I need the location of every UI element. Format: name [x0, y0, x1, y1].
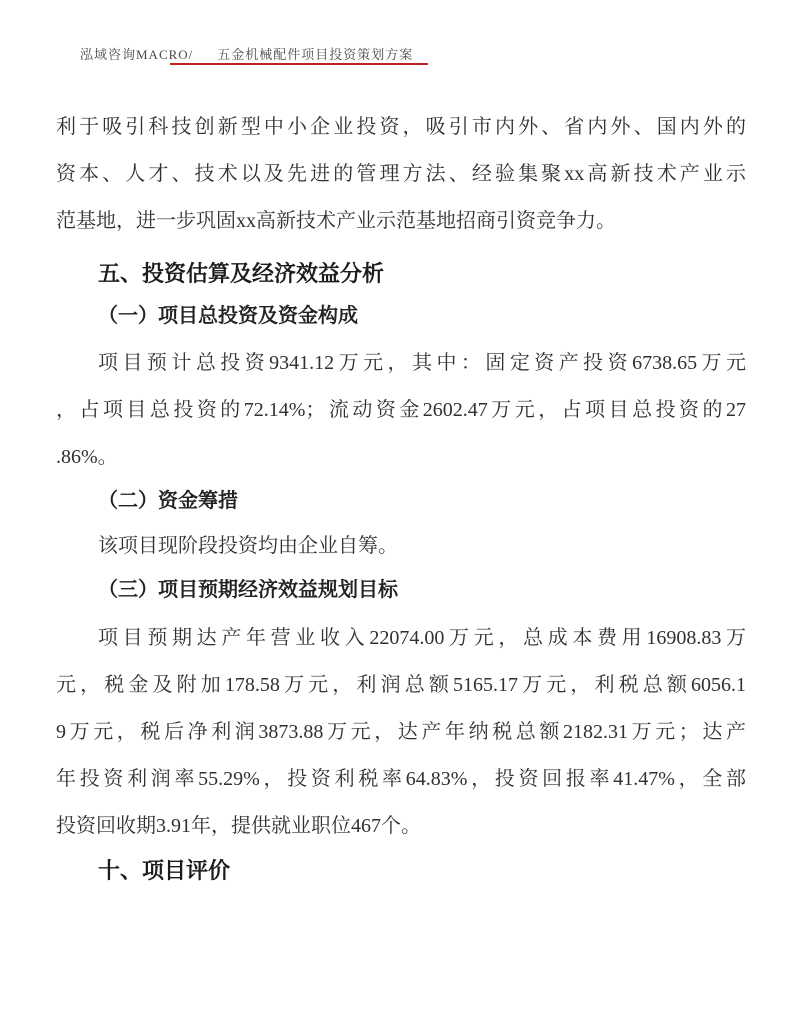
heading-section-5: 五、投资估算及经济效益分析: [98, 261, 385, 286]
brand-text: 泓域咨询MACRO/: [80, 47, 194, 62]
paragraph-intro: [56, 104, 746, 245]
heading-sub-3: （三）项目预期经济效益规划目标: [98, 579, 398, 601]
text-line: 年投资利润率55.29%，投资利税率64.83%，投资回报率41.47%，全部: [56, 768, 746, 790]
text-line: ，占项目总投资的72.14%；流动资金2602.47万元，占项目总投资的27: [56, 399, 746, 421]
text-line: 投资回收期3.91年，提供就业职位467个。: [56, 815, 421, 837]
text-line: 项目预计总投资9341.12万元，其中：固定资产投资6738.65万元: [98, 352, 746, 374]
page-header: [80, 44, 413, 63]
header-underline: [170, 63, 428, 65]
document-body: [56, 104, 746, 886]
text-line: 9万元，税后净利润3873.88万元，达产年纳税总额2182.31万元；达产: [56, 721, 746, 743]
text-line: 该项目现阶段投资均由企业自筹。: [98, 535, 398, 557]
text-line: .86%。: [56, 446, 118, 468]
header-doc-title: 五金机械配件项目投资策划方案: [217, 47, 414, 62]
text-line: 资本、人才、技术以及先进的管理方法、经验集聚xx高新技术产业示: [56, 163, 746, 185]
paragraph-total-investment: [56, 340, 746, 481]
paragraph-economic-benefit: [56, 615, 746, 850]
heading-sub-1: （一）项目总投资及资金构成: [98, 305, 358, 327]
text-line: 项目预期达产年营业收入22074.00万元，总成本费用16908.83万: [98, 627, 746, 649]
text-line: 元，税金及附加178.58万元，利润总额5165.17万元，利税总额6056.1: [56, 674, 746, 696]
paragraph-funding: [56, 523, 746, 570]
heading-section-10: 十、项目评价: [98, 858, 231, 883]
text-line: 范基地，进一步巩固xx高新技术产业示范基地招商引资竞争力。: [56, 210, 616, 232]
text-line: 利于吸引科技创新型中小企业投资，吸引市内外、省内外、国内外的: [56, 116, 746, 138]
heading-sub-2: （二）资金筹措: [98, 490, 238, 512]
